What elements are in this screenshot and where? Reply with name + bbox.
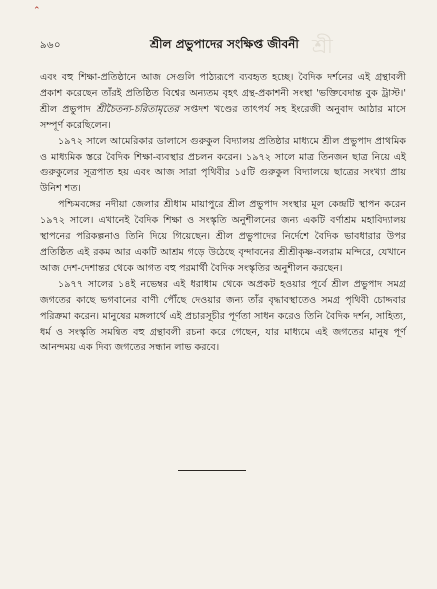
corner-mark-icon: ⌃ xyxy=(33,6,41,16)
body-text xyxy=(40,70,406,356)
paragraph-4: ১৯৭৭ সালের ১৪ই নভেম্বর এই ধরাধাম থেকে অপ্রকট হওয়ার পূর্বে শ্রীল প্রভুপাদ সমগ্র জগতের কাছে ভগবানের বাণী পৌঁছে দেওয়ার জন্য তাঁর বৃদ্ধাবস্থাতেও সমগ্র পৃথিবী চোদ্দবার পরিক্রমা করেন। মানুষের মঙ্গলার্থে এই প্রচারসূচীর পূর্ণতা সাধন করেও তিনি বৈদিক দর্শন, সাহিত্য, ধর্ম ও সংস্কৃতি সমন্বিত বহু গ্রন্থাবলী রচনা করে গেছেন, যার মাধ্যমে এই জগতের মানুষ পূর্ণ আনন্দময় এক দিব্য জগতের সন্ধান লাভ করবে। xyxy=(40,278,406,354)
paragraph-1-text: এবং বহু শিক্ষা-প্রতিষ্ঠানে আজ সেগুলি পাঠ্যরূপে ব্যবহৃত হচ্ছে। বৈদিক দর্শনের এই গ্রন্থাবলী প্রকাশ করেছেন তাঁরই প্রতিষ্ঠিত বিশ্বের অন্যতম বৃহৎ গ্রন্থ-প্রকাশনী সংস্থা 'ভক্তিবেদান্ত বুক ট্রাস্ট।' শ্রীল প্রভুপাদ xyxy=(40,72,406,115)
running-title: শ্রীল প্রভুপাদের সংক্ষিপ্ত জীবনী xyxy=(150,37,299,51)
page-header xyxy=(40,34,403,58)
section-divider xyxy=(178,470,246,471)
paragraph-1-text-end: সপ্তদশ খণ্ডের তাৎপর্য সহ ইংরেজী অনুবাদ আঠার মাসে সম্পূর্ণ করেছিলেন। xyxy=(40,103,407,131)
paragraph-1 xyxy=(40,70,406,134)
paragraph-2: ১৯৭২ সালে আমেরিকার ডালাসে গুরুকুল বিদ্যালয় প্রতিষ্ঠার মাধ্যমে শ্রীল প্রভুপাদ প্রাথমিক ও মাধ্যমিক স্তরে বৈদিক শিক্ষা-ব্যবস্থার প্রচলন করেন। ১৯৭২ সালে মাত্র তিনজন ছাত্র নিয়ে এই গুরুকুলের সূত্রপাত হয় এবং আজ সারা পৃথিবীর ১৫টি গুরুকুল বিদ্যালয়ে ছাত্রের সংখ্যা প্রায় উনিশ শত। xyxy=(40,135,406,195)
bleed-through-text: শ্রী xyxy=(312,34,333,58)
page-number: ৯৬০ xyxy=(40,40,61,51)
paragraph-3: পশ্চিমবঙ্গের নদীয়া জেলার শ্রীধাম মায়াপুরে শ্রীল প্রভুপাদ সংস্থার মূল কেন্দ্রটি স্থাপন করেন ১৯৭২ সালে। এখানেই বৈদিক শিক্ষা ও সংস্কৃতি অনুশীলনের জন্য একটি বর্ণাশ্রম মহাবিদ্যালয় স্থাপনের পরিকল্পনাও তিনি দিয়ে গিয়েছেন। শ্রীল প্রভুপাদের নির্দেশে বৈদিক ভাবধারার উপর প্রতিষ্ঠিত এই রকম আর একটি আশ্রম গড়ে উঠেছে বৃন্দাবনের শ্রীশ্রীকৃষ্ণ-বলরাম মন্দিরে, যেখানে আজ দেশ-দেশান্তর থেকে আগত বহু পরমার্থী বৈদিক সংস্কৃতির অনুশীলন করছেন। xyxy=(40,199,406,274)
book-title-emphasis: শ্রীচৈতন্য-চরিতামৃতের xyxy=(95,103,179,115)
